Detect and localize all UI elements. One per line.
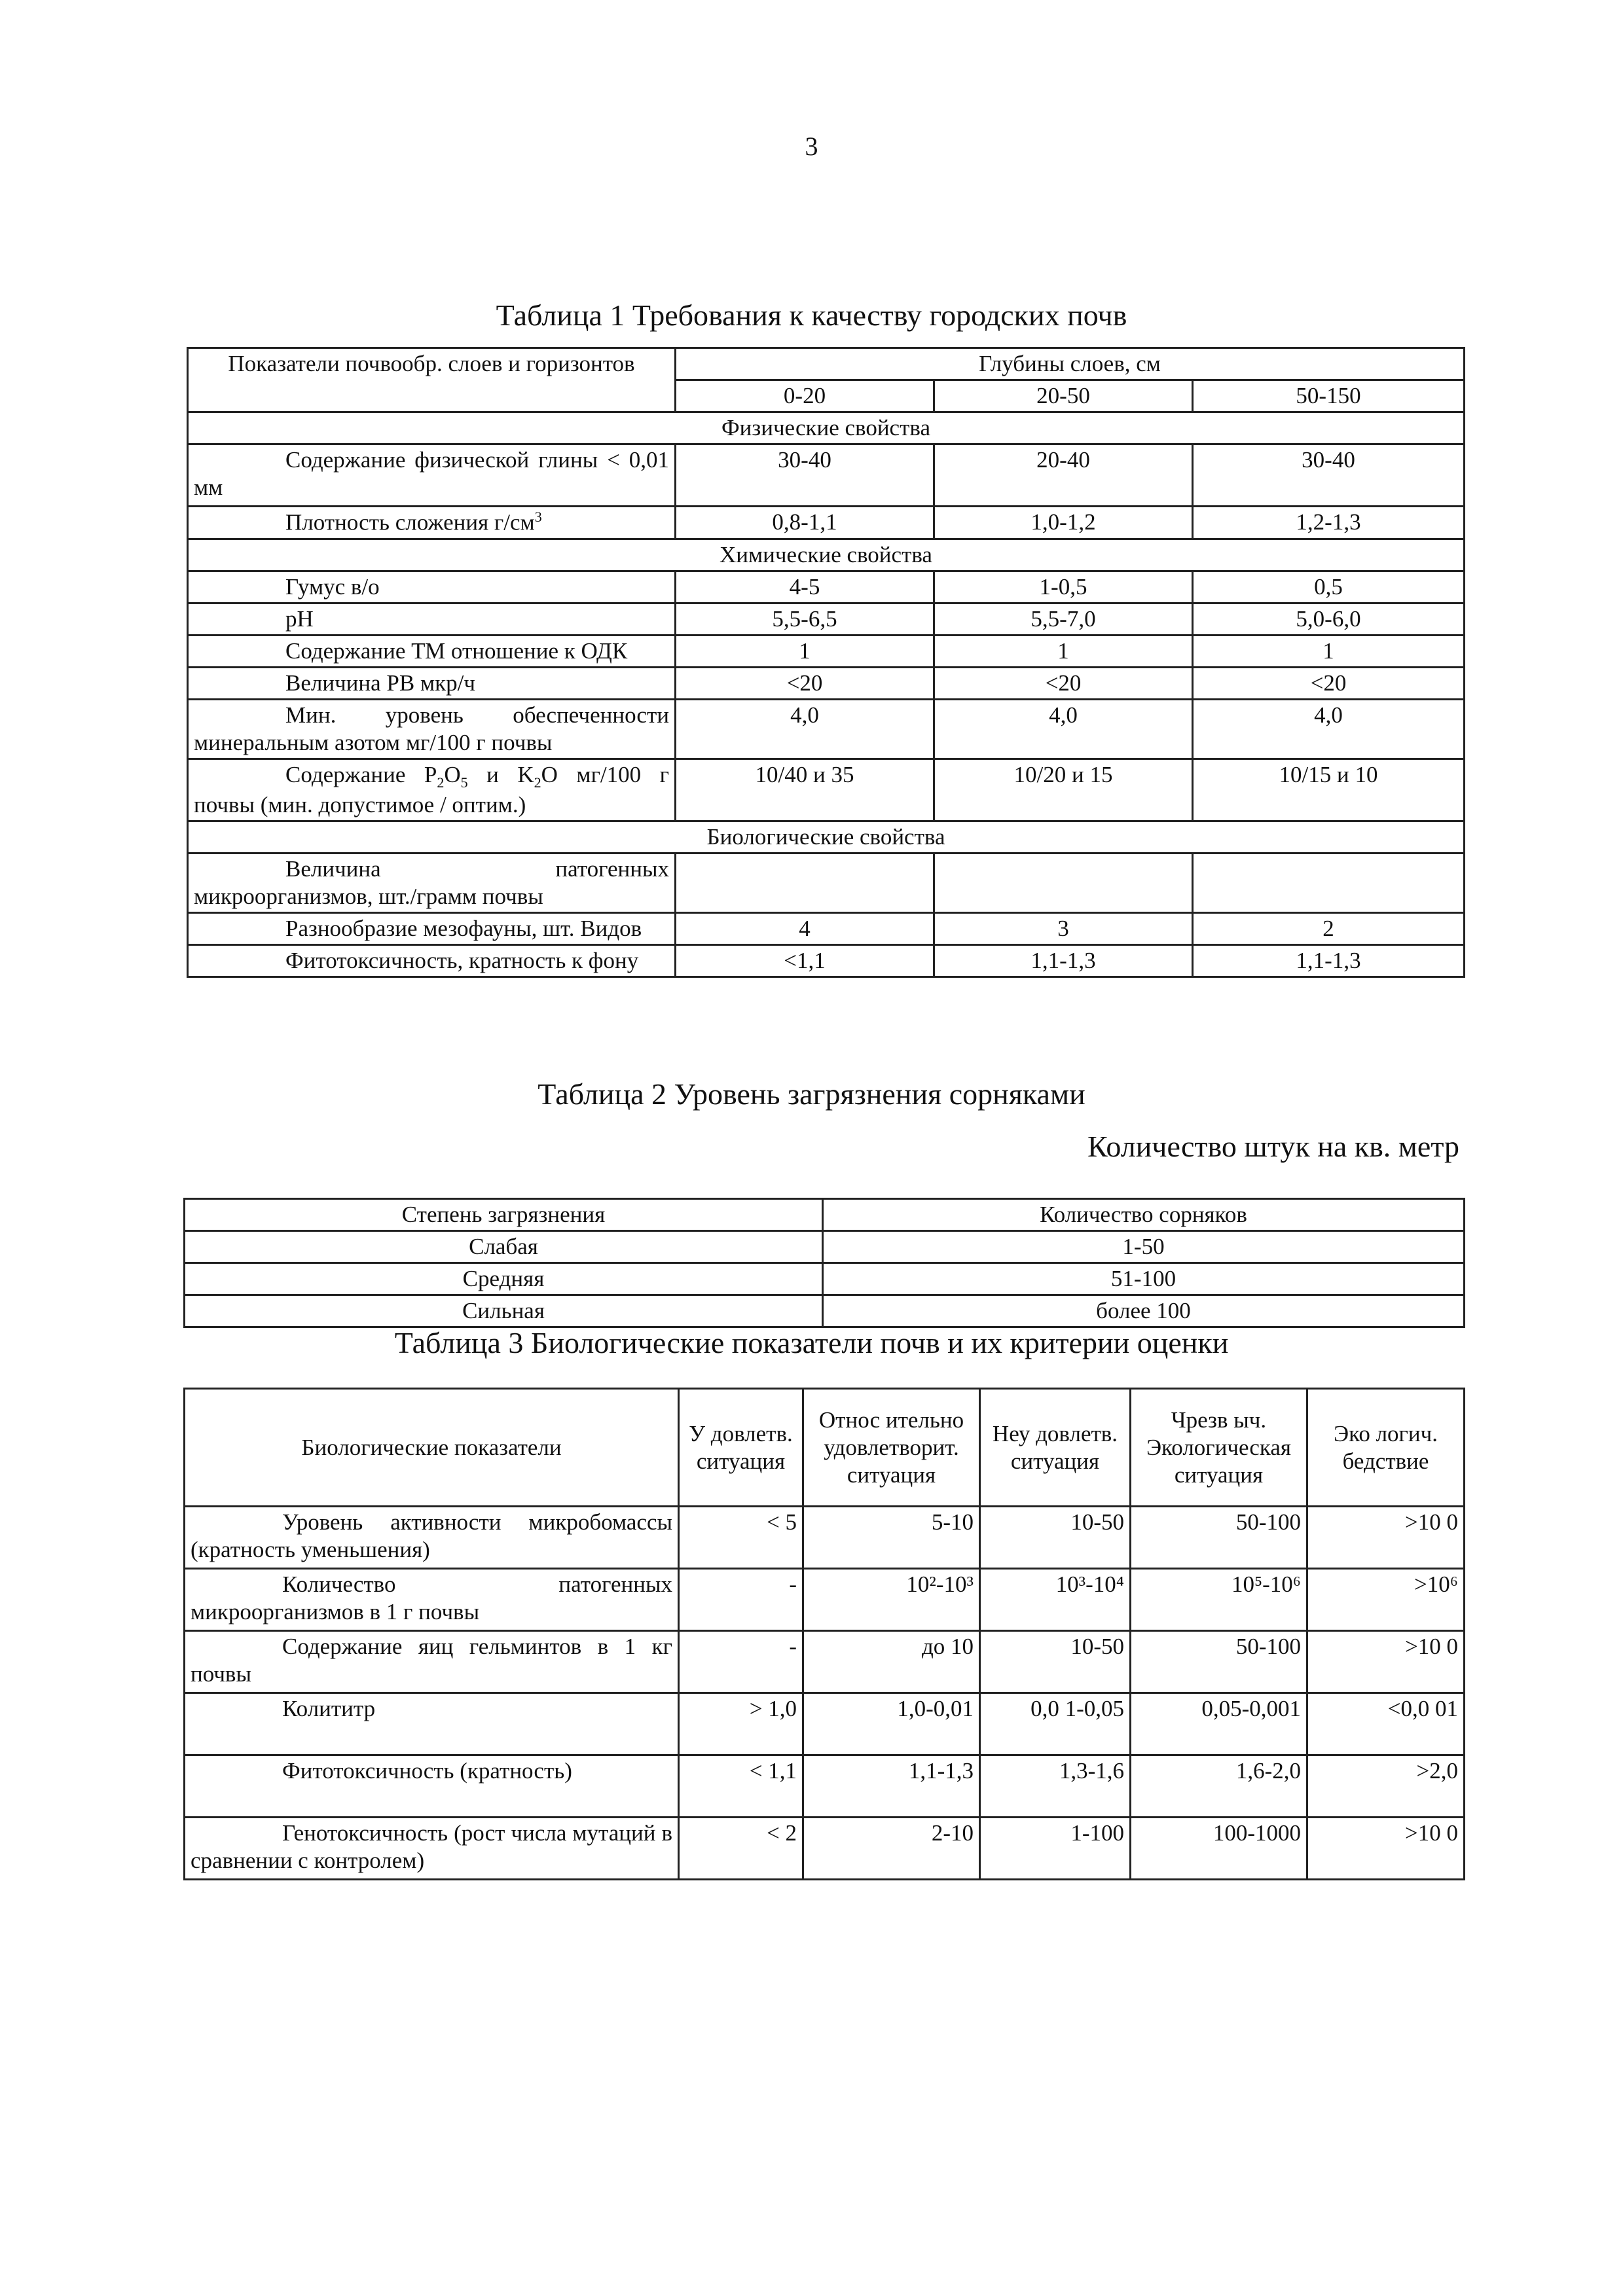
pk-sub: 5 <box>460 774 468 791</box>
table2-header: Количество сорняков <box>823 1199 1465 1231</box>
table1-section-row <box>188 539 1465 571</box>
table3-header: Относ ительно удовлетворит. ситуация <box>803 1389 980 1507</box>
table3-header: Чрезв ыч. Экологическая ситуация <box>1131 1389 1307 1507</box>
cell <box>1193 853 1465 913</box>
row-label: Уровень активности микробомассы (кратность уменьшения) <box>185 1507 679 1569</box>
table1-depth: 20-50 <box>934 380 1193 412</box>
cell: 10-50 <box>980 1631 1131 1693</box>
cell: 20-40 <box>934 444 1193 507</box>
cell: более 100 <box>823 1295 1465 1327</box>
table1-depth: 0-20 <box>676 380 934 412</box>
row-label: pH <box>188 603 676 635</box>
table1-section-row <box>188 821 1465 853</box>
table3-header: Биологические показатели <box>185 1389 679 1507</box>
row-label: Фитотоксичность, кратность к фону <box>188 945 676 977</box>
table-row <box>185 1631 1465 1693</box>
table-row <box>185 1818 1465 1880</box>
row-label: Гумус в/о <box>188 571 676 603</box>
table1-caption: Таблица 1 Требования к качеству городских почв <box>496 298 1127 332</box>
table-row <box>185 1231 1465 1263</box>
table-row <box>185 1569 1465 1631</box>
table1-depth: 50-150 <box>1193 380 1465 412</box>
table2-caption: Таблица 2 Уровень загрязнения сорняками <box>538 1077 1085 1111</box>
cell: 30-40 <box>676 444 934 507</box>
cell: 0,8-1,1 <box>676 507 934 539</box>
table1-section-row <box>188 412 1465 444</box>
cell: >10 0 <box>1307 1507 1465 1569</box>
table3-header-row <box>185 1389 1465 1507</box>
cell: 1-50 <box>823 1231 1465 1263</box>
table-row <box>188 603 1465 635</box>
row-label: Фитотоксичность (кратность) <box>185 1755 679 1818</box>
table1-header-indicator: Показатели почвообр. слоев и горизонтов <box>188 348 676 412</box>
cell: 1-0,5 <box>934 571 1193 603</box>
cell: 0,05-0,001 <box>1131 1693 1307 1755</box>
cell: 10/40 и 35 <box>676 759 934 821</box>
page-number: 3 <box>805 132 818 161</box>
table-row <box>188 759 1465 821</box>
cell <box>934 853 1193 913</box>
row-label: Содержание ТМ отношение к ОДК <box>188 635 676 667</box>
pk-label-part: O <box>444 761 461 787</box>
row-label: Мин. уровень обеспеченности минеральным азотом мг/100 г почвы <box>188 699 676 759</box>
cell: до 10 <box>803 1631 980 1693</box>
cell: 1,0-1,2 <box>934 507 1193 539</box>
cell: 2 <box>1193 913 1465 945</box>
table2-header-row <box>185 1199 1465 1231</box>
cell: >10⁶ <box>1307 1569 1465 1631</box>
table3-header: Эко логич. бедствие <box>1307 1389 1465 1507</box>
cell: < 2 <box>679 1818 803 1880</box>
table-row <box>185 1755 1465 1818</box>
density-sup: 3 <box>534 509 542 525</box>
table2 <box>183 1198 1465 1328</box>
row-label: Величина РВ мкр/ч <box>188 667 676 699</box>
cell: 4,0 <box>1193 699 1465 759</box>
cell: >10 0 <box>1307 1631 1465 1693</box>
cell: 1,1-1,3 <box>803 1755 980 1818</box>
table3-header: Неу довлетв. ситуация <box>980 1389 1131 1507</box>
cell: 1,3-1,6 <box>980 1755 1131 1818</box>
cell: 1,1-1,3 <box>1193 945 1465 977</box>
cell: 50-100 <box>1131 1507 1307 1569</box>
cell: 5-10 <box>803 1507 980 1569</box>
cell: 30-40 <box>1193 444 1465 507</box>
cell: <20 <box>676 667 934 699</box>
cell: Слабая <box>185 1231 823 1263</box>
cell: 100-1000 <box>1131 1818 1307 1880</box>
table-row <box>185 1507 1465 1569</box>
section-chemical: Химические свойства <box>188 539 1465 571</box>
cell: < 1,1 <box>679 1755 803 1818</box>
cell: 1 <box>934 635 1193 667</box>
cell: 4,0 <box>676 699 934 759</box>
cell: - <box>679 1631 803 1693</box>
table3-header: У довлетв. ситуация <box>679 1389 803 1507</box>
table-row <box>188 913 1465 945</box>
cell: <20 <box>1193 667 1465 699</box>
cell: 10³-10⁴ <box>980 1569 1131 1631</box>
row-label: Разнообразие мезофауны, шт. Видов <box>188 913 676 945</box>
cell: 10⁵-10⁶ <box>1131 1569 1307 1631</box>
row-label: Колититр <box>185 1693 679 1755</box>
table1-header-depths: Глубины слоев, см <box>676 348 1465 380</box>
cell: 10/20 и 15 <box>934 759 1193 821</box>
cell: 10-50 <box>980 1507 1131 1569</box>
cell: 4 <box>676 913 934 945</box>
pk-label-part: O мг/100 г почвы (мин. допустимое / оптим.) <box>194 761 670 818</box>
row-label <box>188 507 676 539</box>
cell: 50-100 <box>1131 1631 1307 1693</box>
table1 <box>187 347 1465 978</box>
table-row <box>188 699 1465 759</box>
cell: 1 <box>1193 635 1465 667</box>
pk-label-part: и K <box>467 761 534 787</box>
cell: 1,2-1,3 <box>1193 507 1465 539</box>
cell: 1,6-2,0 <box>1131 1755 1307 1818</box>
cell: 1,0-0,01 <box>803 1693 980 1755</box>
cell: 5,5-6,5 <box>676 603 934 635</box>
cell: <20 <box>934 667 1193 699</box>
cell: Сильная <box>185 1295 823 1327</box>
cell: 10/15 и 10 <box>1193 759 1465 821</box>
table-row <box>188 945 1465 977</box>
row-label: Генотоксичность (рост числа мутаций в сравнении с контролем) <box>185 1818 679 1880</box>
row-label: Содержание физической глины < 0,01 мм <box>188 444 676 507</box>
pk-sub: 2 <box>437 774 445 791</box>
cell: 0,0 1-0,05 <box>980 1693 1131 1755</box>
table2-header: Степень загрязнения <box>185 1199 823 1231</box>
row-label: Содержание яиц гельминтов в 1 кг почвы <box>185 1631 679 1693</box>
section-physical: Физические свойства <box>188 412 1465 444</box>
pk-sub: 2 <box>534 774 541 791</box>
cell: >10 0 <box>1307 1818 1465 1880</box>
row-label: Количество патогенных микроорганизмов в 1 г почвы <box>185 1569 679 1631</box>
table-row <box>188 853 1465 913</box>
table3-caption: Таблица 3 Биологические показатели почв и их критерии оценки <box>394 1326 1229 1359</box>
row-label <box>188 759 676 821</box>
cell: 4-5 <box>676 571 934 603</box>
table2-unit-note: Количество штук на кв. метр <box>1087 1130 1459 1163</box>
cell: 0,5 <box>1193 571 1465 603</box>
cell: 51-100 <box>823 1263 1465 1295</box>
pk-label-part: Содержание P <box>285 761 437 787</box>
table-row <box>188 507 1465 539</box>
table-row <box>188 571 1465 603</box>
table-row <box>185 1263 1465 1295</box>
cell <box>676 853 934 913</box>
cell: 1-100 <box>980 1818 1131 1880</box>
cell: > 1,0 <box>679 1693 803 1755</box>
cell: <0,0 01 <box>1307 1693 1465 1755</box>
cell: 2-10 <box>803 1818 980 1880</box>
cell: 3 <box>934 913 1193 945</box>
cell: < 5 <box>679 1507 803 1569</box>
cell: 4,0 <box>934 699 1193 759</box>
section-biological: Биологические свойства <box>188 821 1465 853</box>
cell: 1,1-1,3 <box>934 945 1193 977</box>
cell: 10²-10³ <box>803 1569 980 1631</box>
row-label: Величина патогенных микроорганизмов, шт./грамм почвы <box>188 853 676 913</box>
table-row <box>188 667 1465 699</box>
table-row <box>188 444 1465 507</box>
density-label: Плотность сложения г/см <box>285 509 535 535</box>
table-row <box>185 1693 1465 1755</box>
cell: 1 <box>676 635 934 667</box>
cell: 5,0-6,0 <box>1193 603 1465 635</box>
table-row <box>188 635 1465 667</box>
table3 <box>183 1388 1465 1880</box>
cell: 5,5-7,0 <box>934 603 1193 635</box>
cell: >2,0 <box>1307 1755 1465 1818</box>
cell: Средняя <box>185 1263 823 1295</box>
cell: <1,1 <box>676 945 934 977</box>
cell: - <box>679 1569 803 1631</box>
table-row <box>185 1295 1465 1327</box>
table1-header-row <box>188 348 1465 380</box>
